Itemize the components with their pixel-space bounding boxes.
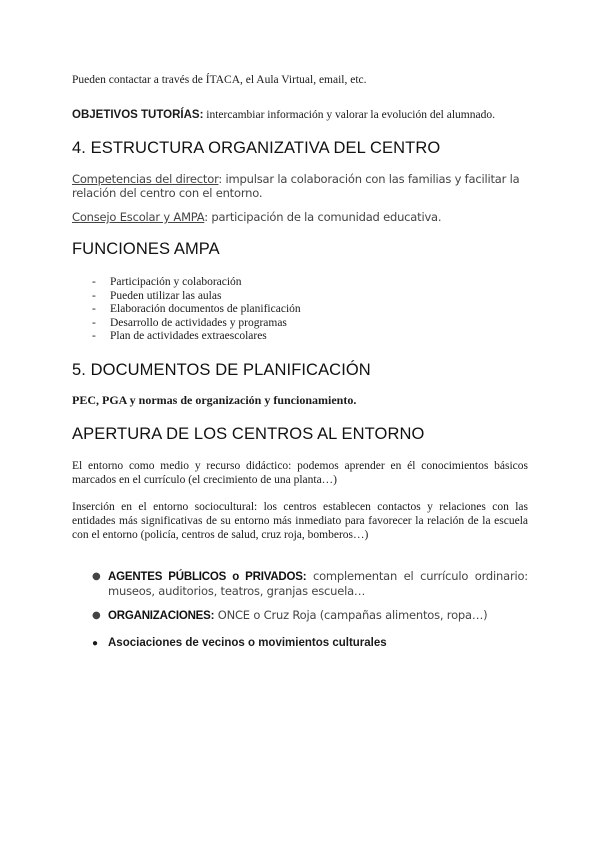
section-5-subtitle: PEC, PGA y normas de organización y funcionamiento. <box>72 393 357 407</box>
list-item-text: Pueden utilizar las aulas <box>110 289 222 302</box>
apertura-paragraph-1: El entorno como medio y recurso didáctico: podemos aprender en él conocimientos básicos marcados en el currículo (el crecimiento de una planta…) <box>72 460 528 486</box>
director-text: : impulsar la colaboración con las familias y facilitar la relación del centro con el entorno. <box>72 172 520 200</box>
contact-paragraph <box>72 73 528 87</box>
list-item <box>92 290 301 304</box>
contact-text: Pueden contactar a través de ÍTACA, el Aula Virtual, email, etc. <box>72 74 367 86</box>
asociaciones-label: Asociaciones de vecinos o movimientos culturales <box>108 636 387 649</box>
list-item-text: Plan de actividades extraescolares <box>110 330 267 342</box>
director-paragraph <box>72 172 528 200</box>
apertura-bullet-list <box>92 570 528 650</box>
organizaciones-text: ONCE o Cruz Roja (campañas alimentos, ropa…) <box>214 608 488 622</box>
funciones-ampa-title: FUNCIONES AMPA <box>72 240 220 258</box>
organizaciones-label: ORGANIZACIONES: <box>108 610 215 622</box>
list-item-agentes <box>92 570 528 598</box>
list-item <box>92 330 301 344</box>
consejo-label: Consejo Escolar y AMPA <box>72 210 205 224</box>
section-4-title: 4. ESTRUCTURA ORGANIZATIVA DEL CENTRO <box>72 139 441 157</box>
objetivos-label: OBJETIVOS TUTORÍAS: <box>72 109 204 121</box>
list-item-asociaciones <box>92 637 528 651</box>
section-5-title: 5. DOCUMENTOS DE PLANIFICACIÓN <box>72 361 371 379</box>
list-item <box>92 303 301 317</box>
ampa-list <box>92 276 301 344</box>
list-item-text: Elaboración documentos de planificación <box>110 303 301 315</box>
dash-marker: - <box>92 316 96 329</box>
consejo-paragraph <box>72 210 528 224</box>
agentes-label: AGENTES PÚBLICOS o PRIVADOS: <box>108 571 307 583</box>
consejo-text: : participación de la comunidad educativa. <box>204 210 442 224</box>
agentes-text: complementan el currículo ordinario: museos, auditorios, teatros, granjas escuela… <box>108 569 528 598</box>
dash-marker: - <box>92 289 96 302</box>
apertura-paragraph-2: Inserción en el entorno sociocultural: los centros establecen contactos y relaciones con las entidades más significativas de su entorno más inmediato para favorecer la relación de la escuela con el entorno (policía, centros de salud, cruz roja, bomberos…) <box>72 501 528 541</box>
bullet-icon: ● <box>92 610 101 621</box>
bullet-icon: ● <box>92 571 101 582</box>
apertura-title: APERTURA DE LOS CENTROS AL ENTORNO <box>72 425 425 443</box>
list-item <box>92 317 301 331</box>
dash-marker: - <box>92 330 96 342</box>
dash-marker: - <box>92 303 96 315</box>
director-label: Competencias del director <box>72 172 219 186</box>
objetivos-paragraph <box>72 108 528 122</box>
list-item <box>92 276 301 290</box>
objetivos-text: intercambiar información y valorar la evolución del alumnado. <box>203 109 495 121</box>
list-item-text: Desarrollo de actividades y programas <box>110 316 287 329</box>
list-item-text: Participación y colaboración <box>110 276 242 288</box>
bullet-icon: ● <box>92 637 99 649</box>
list-item-organizaciones <box>92 609 528 624</box>
dash-marker: - <box>92 276 96 288</box>
